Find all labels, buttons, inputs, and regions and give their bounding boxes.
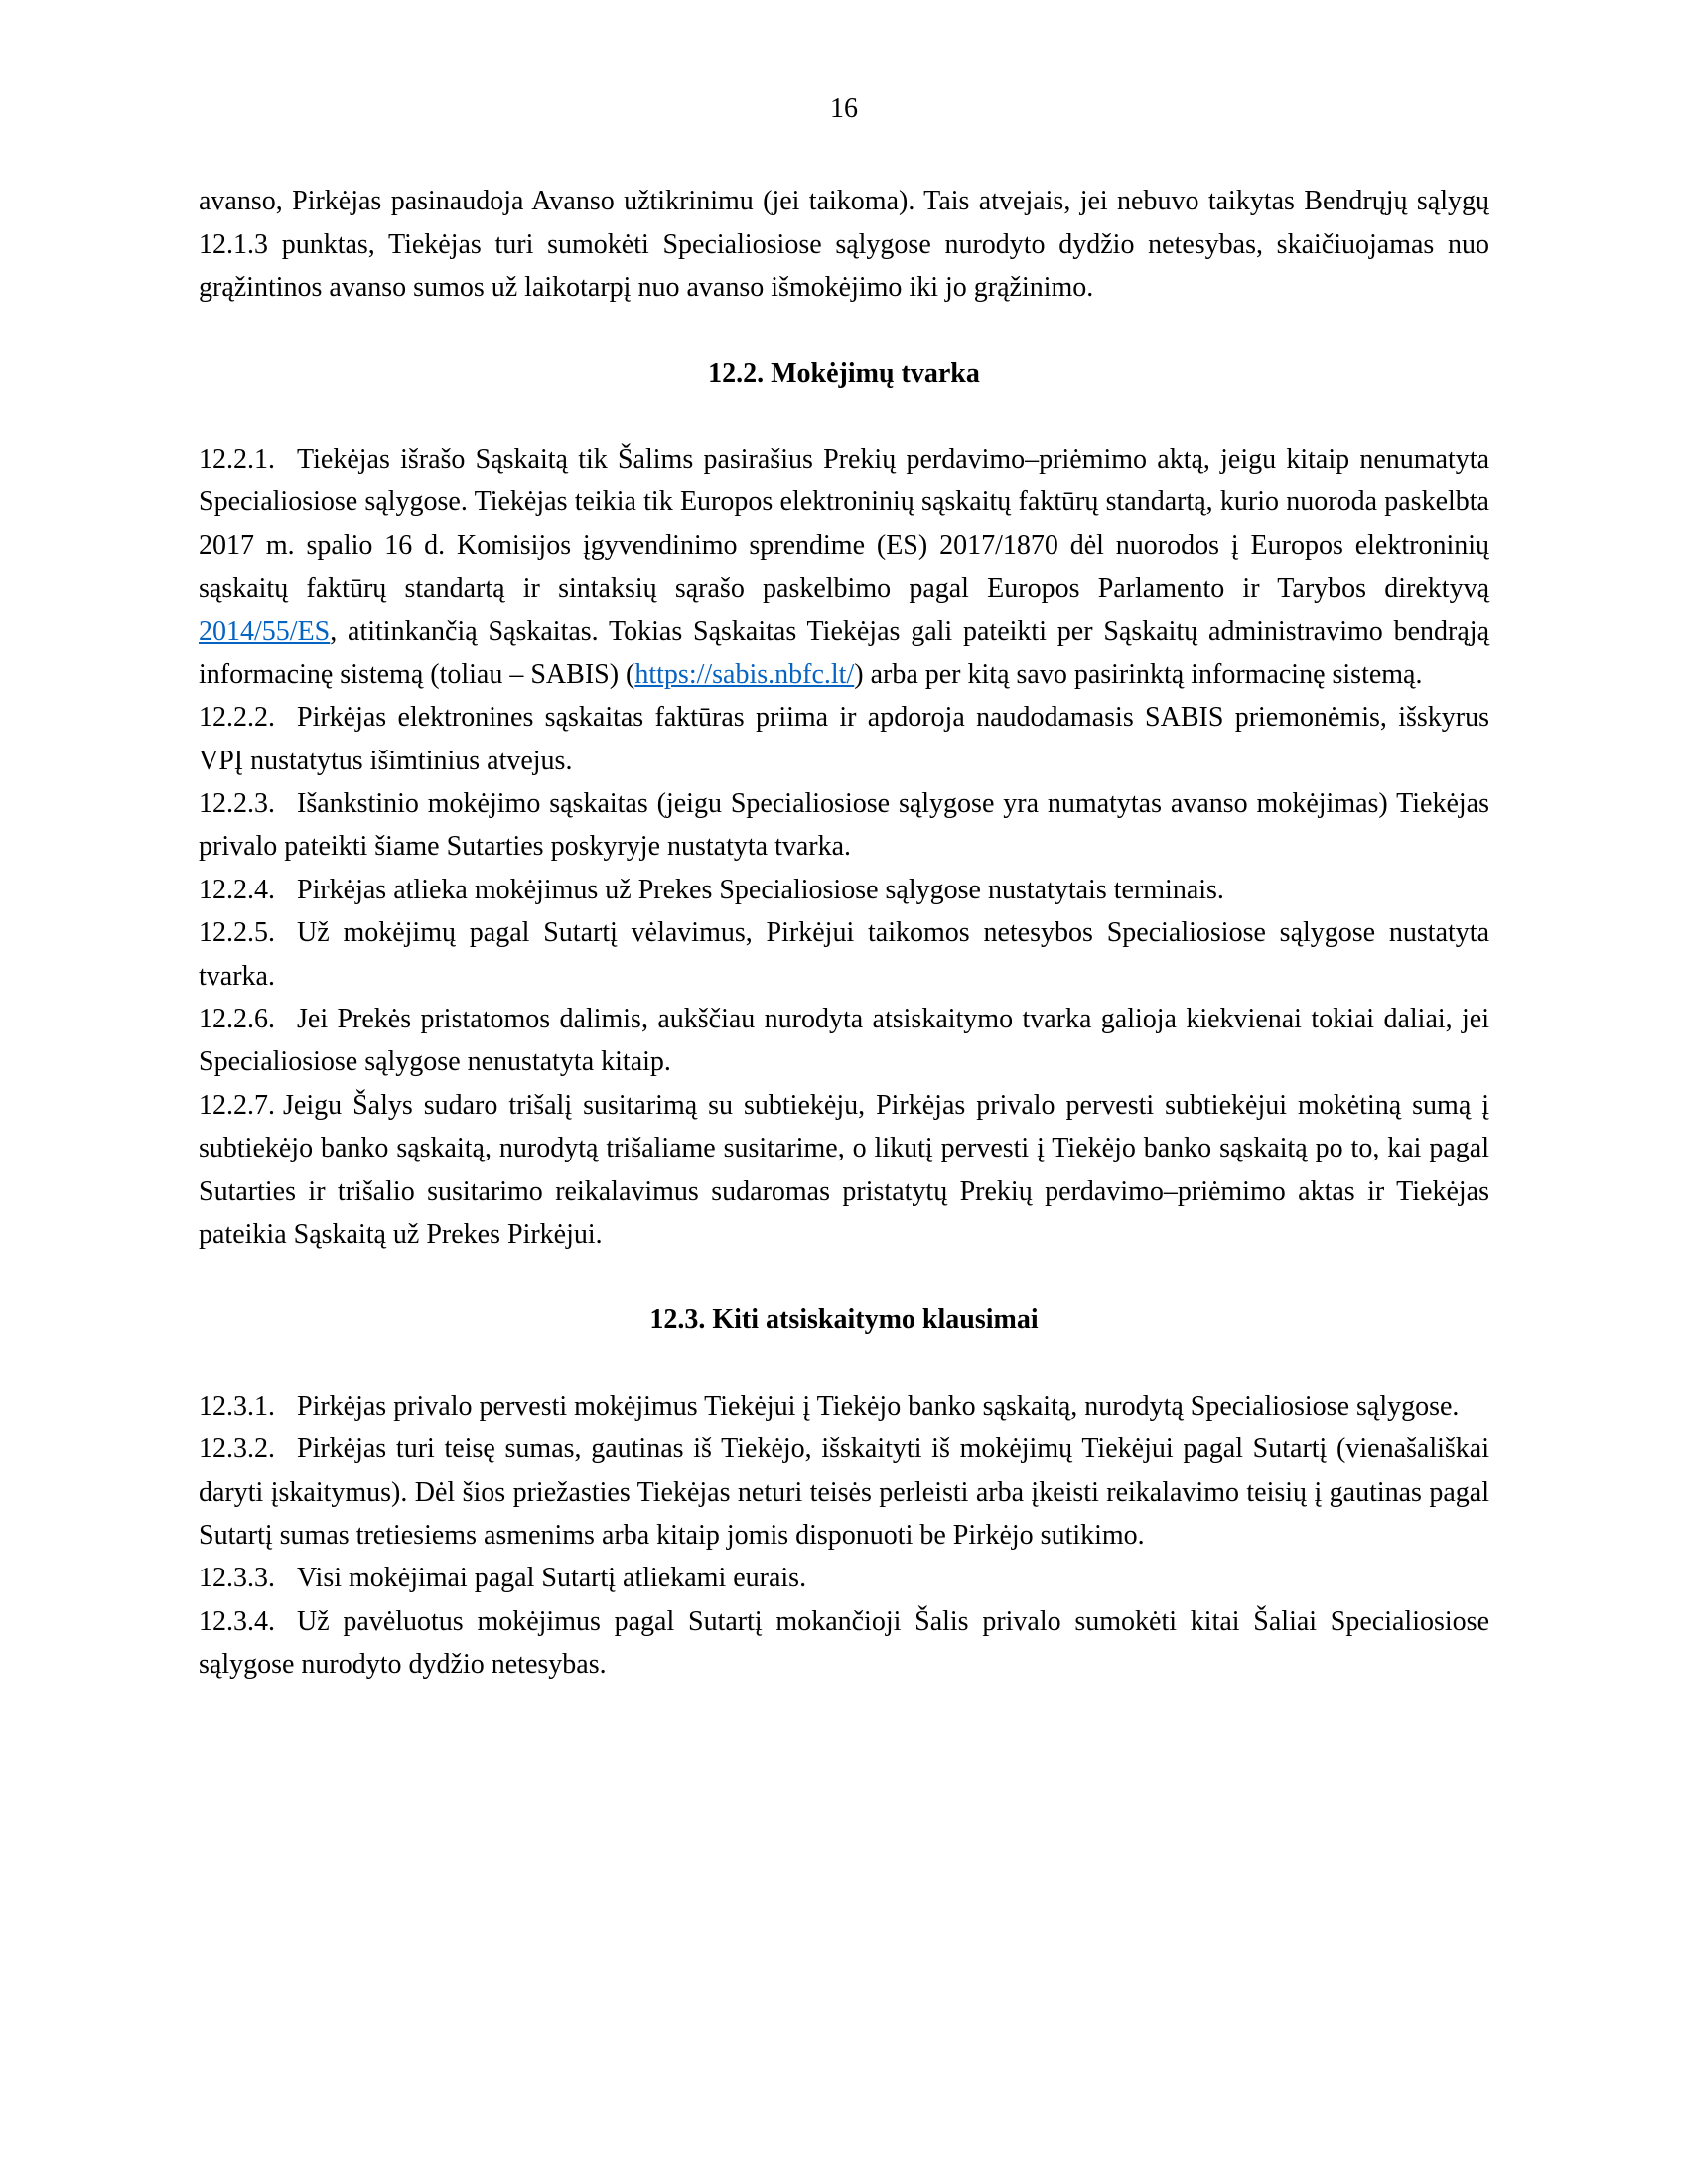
clause-12-3-3 bbox=[199, 1557, 1489, 1599]
clause-12-2-5 bbox=[199, 911, 1489, 998]
clause-number: 12.3.2. bbox=[199, 1433, 275, 1465]
clause-text: Už pavėluotus mokėjimus pagal Sutartį mokančioji Šalis privalo sumokėti kitai Šaliai Specialiosiose sąlygose nurodyto dydžio netesybas. bbox=[199, 1605, 1489, 1681]
clause-text: Pirkėjas privalo pervesti mokėjimus Tiekėjui į Tiekėjo banko sąskaitą, nurodytą Specialiosiose sąlygose. bbox=[297, 1390, 1460, 1422]
section-heading-12-2: 12.2. Mokėjimų tvarka bbox=[708, 357, 980, 389]
clause-12-2-2 bbox=[199, 696, 1489, 782]
clause-number: 12.3.4. bbox=[199, 1605, 275, 1637]
clause-text: Už mokėjimų pagal Sutartį vėlavimus, Pirkėjui taikomos netesybos Specialiosiose sąlygose nustatyta tvarka. bbox=[199, 917, 1489, 992]
clause-number: 12.2.4. bbox=[199, 874, 275, 905]
clause-text: Jeigu Šalys sudaro trišalį susitarimą su subtiekėju, Pirkėjas privalo pervesti subtiekėjui mokėtiną sumą į subtiekėjo banko sąskaitą, nurodytą trišaliame susitarime, o likutį pervesti į Tiekėjo banko sąskaitą po to, kai pagal Sutarties ir trišalio susitarimo reikalavimus sudaromas pristatytų Prekių perdavimo–priėmimo aktas ir Tiekėjas pateikia Sąskaitą už Prekes Pirkėjui. bbox=[199, 1089, 1489, 1250]
clause-12-2-6 bbox=[199, 998, 1489, 1084]
clause-text: Jei Prekės pristatomos dalimis, aukščiau nurodyta atsiskaitymo tvarka galioja kiekvienai tokiai daliai, jei Specialiosiose sąlygose nenustatyta kitaip. bbox=[199, 1004, 1489, 1078]
clause-text: Pirkėjas elektronines sąskaitas faktūras priima ir apdoroja naudodamasis SABIS priemonėmis, išskyrus VPĮ nustatytus išimtinius atvejus. bbox=[199, 702, 1489, 776]
clause-12-3-2 bbox=[199, 1428, 1489, 1557]
clause-number: 12.3.3. bbox=[199, 1563, 275, 1594]
clause-text: Visi mokėjimai pagal Sutartį atliekami eurais. bbox=[297, 1563, 807, 1594]
clause-text: Išankstinio mokėjimo sąskaitas (jeigu Specialiosiose sąlygose yra numatytas avanso mokėjimas) Tiekėjas privalo pateikti šiame Sutarties poskyryje nustatyta tvarka. bbox=[199, 788, 1489, 863]
clause-12-2-3 bbox=[199, 782, 1489, 869]
clause-text: , atitinkančią Sąskaitas. Tokias Sąskaitas Tiekėjas gali pateikti per Sąskaitų administravimo bendrąją informacinę sistemą (toliau – SABIS) ( bbox=[199, 615, 1489, 690]
link-directive-2014-55-es[interactable]: 2014/55/ES bbox=[199, 615, 331, 647]
clause-number: 12.3.1. bbox=[199, 1390, 275, 1422]
clause-number: 12.2.6. bbox=[199, 1004, 275, 1035]
clause-12-3-1 bbox=[199, 1385, 1489, 1428]
clause-number: 12.2.3. bbox=[199, 788, 275, 820]
clause-number: 12.2.5. bbox=[199, 917, 275, 949]
section-heading-12-3: 12.3. Kiti atsiskaitymo klausimai bbox=[649, 1304, 1039, 1336]
clause-text: Tiekėjas išrašo Sąskaitą tik Šalims pasirašius Prekių perdavimo–priėmimo aktą, jeigu kitaip nenumatyta Specialiosiose sąlygose. Tiekėjas teikia tik Europos elektroninių sąskaitų faktūrų standartą, kurio nuoroda paskelbta 2017 m. spalio 16 d. Komisijos įgyvendinimo sprendime (ES) 2017/1870 dėl nuorodos į Europos elektroninių sąskaitų faktūrų standartą ir sintaksių sąrašo paskelbimo pagal Europos Parlamento ir Tarybos direktyvą bbox=[199, 443, 1489, 605]
clause-text: ) arba per kitą savo pasirinktą informacinę sistemą. bbox=[854, 658, 1423, 690]
clause-12-2-7 bbox=[199, 1084, 1489, 1257]
clause-text: Pirkėjas turi teisę sumas, gautinas iš Tiekėjo, išskaityti iš mokėjimų Tiekėjui pagal Sutartį (vienašališkai daryti įskaitymus). Dėl šios priežasties Tiekėjas neturi teisės perleisti arba įkeisti reikalavimo teisių į gautinas pagal Sutartį sumas tretiesiems asmenims arba kitaip jomis disponuoti be Pirkėjo sutikimo. bbox=[199, 1433, 1489, 1551]
page-number: 16 bbox=[830, 93, 858, 124]
clause-number: 12.2.1. bbox=[199, 443, 275, 475]
clause-number: 12.2.2. bbox=[199, 702, 275, 734]
clause-12-3-4 bbox=[199, 1600, 1489, 1687]
link-sabis-url[interactable]: https://sabis.nbfc.lt/ bbox=[634, 658, 855, 690]
clause-12-2-1 bbox=[199, 438, 1489, 696]
clause-number: 12.2.7. bbox=[199, 1089, 275, 1121]
intro-paragraph: avanso, Pirkėjas pasinaudoja Avanso užtikrinimu (jei taikoma). Tais atvejais, jei nebuvo taikytas Bendrųjų sąlygų 12.1.3 punktas, Tiekėjas turi sumokėti Specialiosiose sąlygose nurodyto dydžio netesybas, skaičiuojamas nuo grąžintinos avanso sumos už laikotarpį nuo avanso išmokėjimo iki jo grąžinimo. bbox=[199, 186, 1489, 304]
clause-12-2-4 bbox=[199, 869, 1489, 911]
clause-text: Pirkėjas atlieka mokėjimus už Prekes Specialiosiose sąlygose nustatytais terminais. bbox=[297, 874, 1224, 905]
